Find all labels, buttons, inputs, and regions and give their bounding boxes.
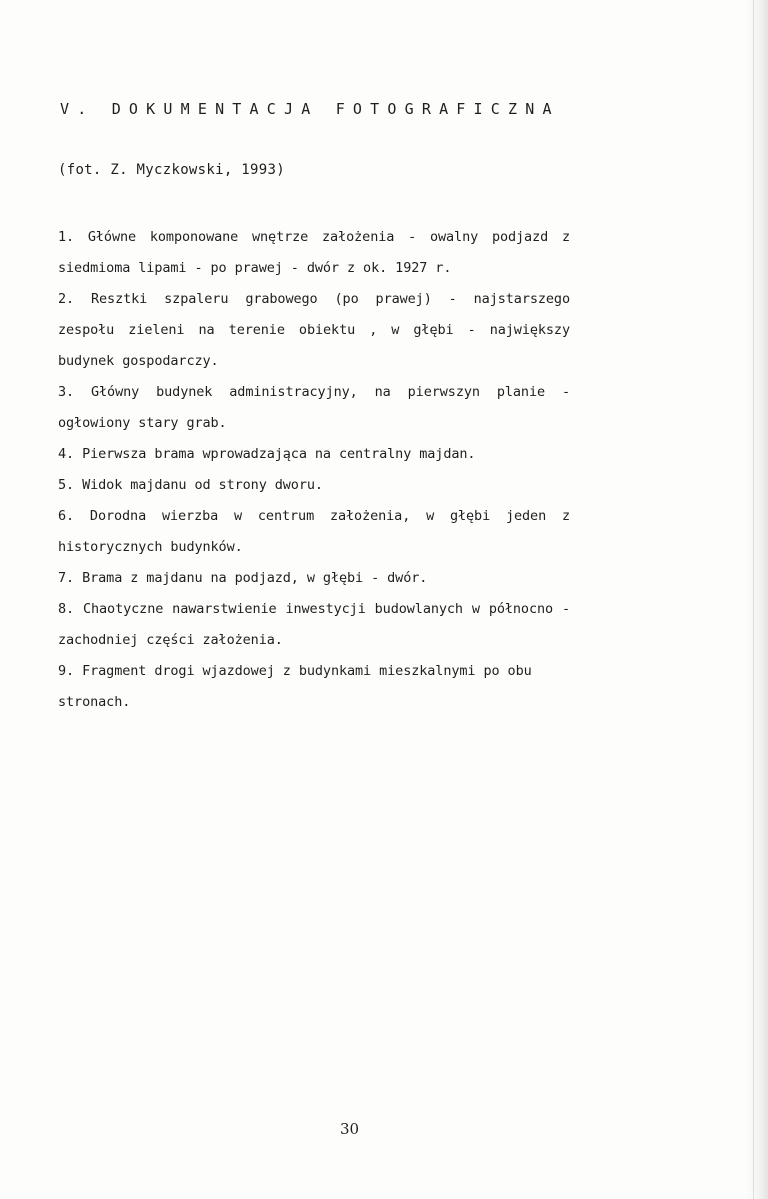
caption-item-3: 3. Główny budynek administracyjny, na pierwszyn planie - ogłowiony stary grab.	[58, 384, 570, 431]
caption-item-1: 1. Główne komponowane wnętrze założenia - owalny podjazd z siedmioma lipami - po prawej - dwór z ok. 1927 r.	[58, 229, 570, 276]
photo-credit: (fot. Z. Myczkowski, 1993)	[58, 162, 285, 178]
page-edge-line	[753, 0, 754, 1199]
page-number: 30	[340, 1120, 360, 1138]
caption-item-9: 9. Fragment drogi wjazdowej z budynkami mieszkalnymi po obu stronach.	[58, 663, 532, 710]
caption-item-5: 5. Widok majdanu od strony dworu.	[58, 477, 323, 493]
caption-item-2: 2. Resztki szpaleru grabowego (po prawej) - najstarszego zespołu zieleni na terenie obiektu , w głębi - największy budynek gospodarczy.	[58, 291, 570, 369]
photo-caption-list	[58, 222, 570, 718]
caption-item-7: 7. Brama z majdanu na podjazd, w głębi - dwór.	[58, 570, 428, 586]
caption-item-6: 6. Dorodna wierzba w centrum założenia, w głębi jeden z historycznych budynków.	[58, 508, 570, 555]
caption-item-8: 8. Chaotyczne nawarstwienie inwestycji budowlanych w północno - zachodniej części założenia.	[58, 601, 570, 648]
section-heading: V. DOKUMENTACJA FOTOGRAFICZNA	[60, 100, 560, 118]
caption-item-4: 4. Pierwsza brama wprowadzająca na centralny majdan.	[58, 446, 476, 462]
page-edge-shadow	[746, 0, 768, 1199]
